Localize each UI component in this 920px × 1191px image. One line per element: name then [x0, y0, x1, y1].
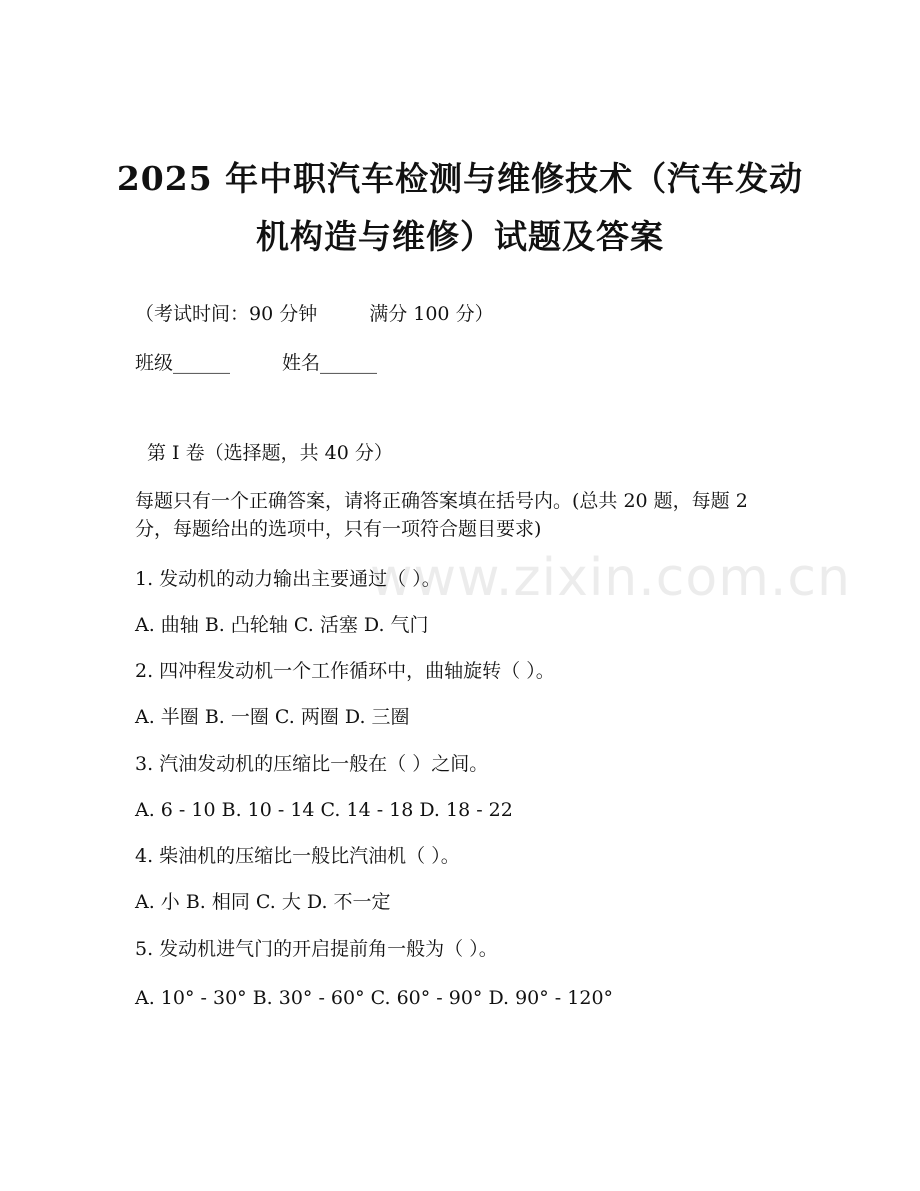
question-4: 4. 柴油机的压缩比一般比汽油机（ ）。: [135, 845, 460, 867]
question-3: 3. 汽油发动机的压缩比一般在（ ）之间。: [135, 753, 489, 775]
exam-info: [135, 301, 494, 327]
question-1-options: A. 曲轴 B. 凸轮轴 C. 活塞 D. 气门: [135, 614, 429, 636]
student-fields: [135, 350, 377, 376]
title-line-1: 2025 年中职汽车检测与维修技术（汽车发动: [116, 159, 804, 198]
class-field-label: 班级______: [135, 352, 231, 374]
document-title: [60, 150, 860, 266]
section-heading: 第 I 卷（选择题，共 40 分）: [147, 442, 393, 464]
question-3-options: A. 6 - 10 B. 10 - 14 C. 14 - 18 D. 18 - 22: [135, 799, 513, 821]
exam-time: （考试时间：90 分钟: [135, 303, 318, 325]
question-2-options: A. 半圈 B. 一圈 C. 两圈 D. 三圈: [135, 706, 410, 728]
name-field-label: 姓名______: [282, 352, 378, 374]
section-instructions: 每题只有一个正确答案，请将正确答案填在括号内。(总共 20 题，每题 2 分，每题给出的选项中，只有一项符合题目要求): [135, 490, 748, 540]
title-line-2: 机构造与维修）试题及答案: [256, 217, 664, 256]
question-1: 1. 发动机的动力输出主要通过（ ）。: [135, 568, 441, 590]
exam-score: 满分 100 分）: [369, 303, 494, 325]
question-2: 2. 四冲程发动机一个工作循环中，曲轴旋转（ ）。: [135, 660, 555, 682]
question-5-options: A. 10° - 30° B. 30° - 60° C. 60° - 90° D. 90° - 120°: [135, 987, 614, 1009]
question-5: 5. 发动机进气门的开启提前角一般为（ ）。: [135, 938, 498, 960]
question-4-options: A. 小 B. 相同 C. 大 D. 不一定: [135, 891, 391, 913]
watermark: www.zixin.com.cn: [370, 548, 851, 608]
